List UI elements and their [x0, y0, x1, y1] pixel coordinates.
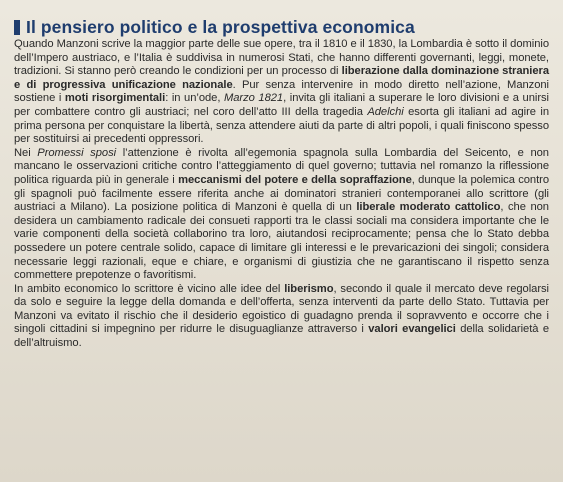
bold-term: liberismo	[284, 282, 334, 295]
bold-term: meccanismi del potere e della sopraffazione	[178, 173, 412, 186]
text-run: Quando Manzoni scrive la maggior parte delle sue opere, tra il 1810 e il 1830, la Lombardia è sotto il dominio dell’Impero austriaco, e l’Italia è suddivisa in numerosi Stati, che hanno differenti governanti, leggi, monete, tradizioni. Si stanno però creando le condizioni per un processo di	[14, 38, 549, 78]
bold-term: valori evangelici	[368, 323, 456, 336]
text-run: Nei	[14, 146, 38, 159]
section-title: Il pensiero politico e la prospettiva economica	[26, 17, 415, 37]
paragraph-economic-views	[14, 283, 549, 351]
text-run: In ambito economico lo scrittore è vicino alle idee del	[14, 282, 285, 295]
paragraph-political-context	[14, 38, 549, 147]
text-run: l’attenzione è rivolta all’egemonia spagnola sulla Lombardia del Seicento, e non mancano le osservazioni critiche contro l’atteggiamento di quel governo; tuttavia nel romanzo la riflessione politica riguarda più in generale i	[14, 146, 549, 186]
text-run: : in un’ode,	[165, 92, 224, 105]
section-heading	[14, 18, 549, 36]
italic-title: Marzo 1821	[223, 92, 284, 105]
text-run: , invita gli italiani a superare le loro divisioni e a unirsi per combattere contro gli austriaci; nel coro dell’atto III della tragedia	[14, 92, 549, 118]
text-run: della solidarietà e dell’altruismo.	[14, 323, 549, 350]
text-run: . Pur senza intervenire in modo diretto nell’azione, Manzoni sostiene i	[14, 78, 549, 105]
paragraph-promessi-sposi	[14, 147, 549, 283]
square-bullet-icon	[14, 20, 20, 35]
text-run: , secondo il quale il mercato deve regolarsi da solo e seguire la legge della domanda e dell’offerta, senza interventi da parte dello Stato. Tuttavia per Manzoni va evitato il rischio che il desiderio egoistico di guadagno prenda il sopravvento e occorre che i singoli cittadini si impegnino per ridurre le disuguaglianze attraverso i	[14, 282, 549, 336]
italic-title: Adelchi	[367, 105, 404, 118]
italic-title: Promessi sposi	[37, 146, 117, 159]
text-run: , dunque la polemica contro gli spagnoli può facilmente essere riferita anche ai dominatori stranieri contemporanei allo scrittore (gli austriaci a Milano). La posizione politica di Manzoni è quella di un	[14, 173, 549, 214]
bold-term: liberale moderato cattolico	[356, 201, 501, 214]
bold-term: moti risorgimentali	[64, 92, 166, 105]
text-run: esorta gli italiani ad agire in prima persona per conquistare la libertà, senza attendere aiuti da parte di altri popoli, i quali finiscono spesso per sostituirsi ai precedenti oppressori.	[14, 105, 549, 146]
text-run: , che non desidera un cambiamento radicale dei consueti rapporti tra le classi sociali ma considera importante che le varie componenti della società collaborino tra loro, aiutandosi reciprocamente; pensa che lo Stato debba possedere un potere centrale solido, capace di limitare gli interessi e le prevaricazioni dei singoli; considera necessarie leggi razionali, eque e chiare, e organismi di giustizia che ne garantiscano il rispetto senza commettere prepotenze o favoritismi.	[14, 201, 549, 282]
bold-term: liberazione dalla dominazione straniera e di progressiva unificazione nazionale	[14, 65, 549, 91]
